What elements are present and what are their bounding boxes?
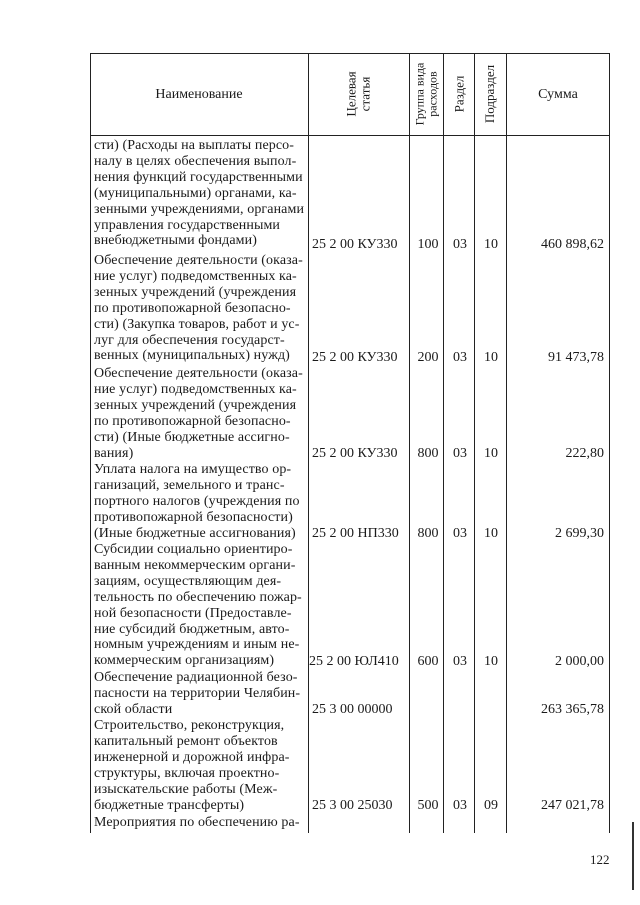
row-group: 800	[417, 446, 439, 461]
table-border-left	[90, 53, 91, 833]
row-article: 25 3 00 25030	[312, 798, 393, 813]
header-subsection-label: Подраздел	[482, 64, 498, 124]
row-sum: 222,80	[565, 446, 604, 461]
row-article: 25 2 00 НП330	[312, 526, 399, 541]
row-article: 25 2 00 КУ330	[312, 237, 398, 252]
header-section-label: Раздел	[451, 75, 466, 113]
header-article-label	[345, 71, 373, 116]
row-section: 03	[453, 526, 467, 541]
header-subsection	[475, 53, 506, 135]
row-name: Обеспечение деятельности (оказа- ние услуг) подведомственных ка- зенных учреждений (учреждения по противопожарной безопасно- сти) (Закупка товаров, работ и ус- луг для обеспечения государст- венных (муниципальных) нужд)	[94, 253, 303, 364]
row-article: 25 2 00 ЮЛ410	[309, 654, 399, 669]
row-name: сти) (Расходы на выплаты персо- налу в целях обеспечения выпол- нения функций государственными (муниципальными) органами, ка- зенными учреждениями, органами управления государственными внебюджетными фондами)	[94, 138, 305, 249]
row-section: 03	[453, 798, 467, 813]
row-subsection: 10	[484, 237, 498, 252]
row-name: Мероприятия по обеспечению ра-	[94, 815, 300, 830]
header-name-label: Наименование	[155, 86, 243, 102]
header-article-line1: Целевая	[343, 71, 359, 117]
column-divider	[308, 53, 309, 833]
row-section: 03	[453, 446, 467, 461]
budget-table	[90, 53, 610, 833]
row-group: 500	[417, 798, 439, 813]
row-subsection: 10	[484, 446, 498, 461]
row-section: 03	[453, 350, 467, 365]
column-divider	[409, 53, 410, 833]
row-name: Обеспечение радиационной безо- пасности на территории Челябин- ской области	[94, 670, 301, 717]
header-group-line2: расходов	[425, 71, 440, 117]
row-sum: 247 021,78	[541, 798, 604, 813]
row-article: 25 2 00 КУ330	[312, 446, 398, 461]
header-group-line1: Группа вида	[412, 62, 427, 126]
column-divider	[506, 53, 507, 833]
row-name: Обеспечение деятельности (оказа- ние услуг) подведомственных ка- зенных учреждений (учреждения по противопожарной безопасно- сти) (Иные бюджетные ассигно- вания)	[94, 366, 303, 461]
header-divider	[90, 135, 610, 136]
row-name: Уплата налога на имущество ор- ганизаций, земельного и транс- портного налогов (учреждения по противопожарной безопасности) (Иные бюджетные ассигнования)	[94, 462, 300, 541]
header-name	[90, 53, 308, 135]
row-article: 25 3 00 00000	[312, 702, 393, 717]
scan-edge-mark	[632, 822, 634, 890]
column-divider	[443, 53, 444, 833]
row-article: 25 2 00 КУ330	[312, 350, 398, 365]
row-sum: 460 898,62	[541, 237, 604, 252]
header-sum-label: Сумма	[538, 86, 578, 102]
row-subsection: 10	[484, 350, 498, 365]
header-article-line2: статья	[357, 76, 373, 112]
column-divider	[474, 53, 475, 833]
table-border-right	[609, 53, 610, 833]
row-name: Строительство, реконструкция, капитальный ремонт объектов инженерной и дорожной инфра- структуры, включая проектно- изыскательские работы (Меж- бюджетные трансферты)	[94, 718, 290, 813]
row-sum: 2 699,30	[555, 526, 604, 541]
page-number: 122	[590, 852, 610, 867]
header-group	[410, 53, 443, 135]
header-sum	[507, 53, 609, 135]
row-section: 03	[453, 237, 467, 252]
row-group: 800	[417, 526, 439, 541]
row-sum: 91 473,78	[548, 350, 604, 365]
row-sum: 2 000,00	[555, 654, 604, 669]
row-sum: 263 365,78	[541, 702, 604, 717]
header-group-label	[414, 63, 440, 126]
row-subsection: 10	[484, 654, 498, 669]
row-subsection: 09	[484, 798, 498, 813]
row-group: 600	[417, 654, 439, 669]
row-subsection: 10	[484, 526, 498, 541]
row-name: Субсидии социально ориентиро- ванным некоммерческим органи- зациям, осуществляющим дея- тельность по обеспечению пожар- ной безопасности (Предоставле- ние субсидий бюджетным, авто- номным учреждениям и иным не- коммерческим организациям)	[94, 542, 302, 669]
header-article	[309, 53, 409, 135]
row-group: 100	[417, 237, 439, 252]
row-group: 200	[417, 350, 439, 365]
header-section	[444, 53, 474, 135]
row-section: 03	[453, 654, 467, 669]
